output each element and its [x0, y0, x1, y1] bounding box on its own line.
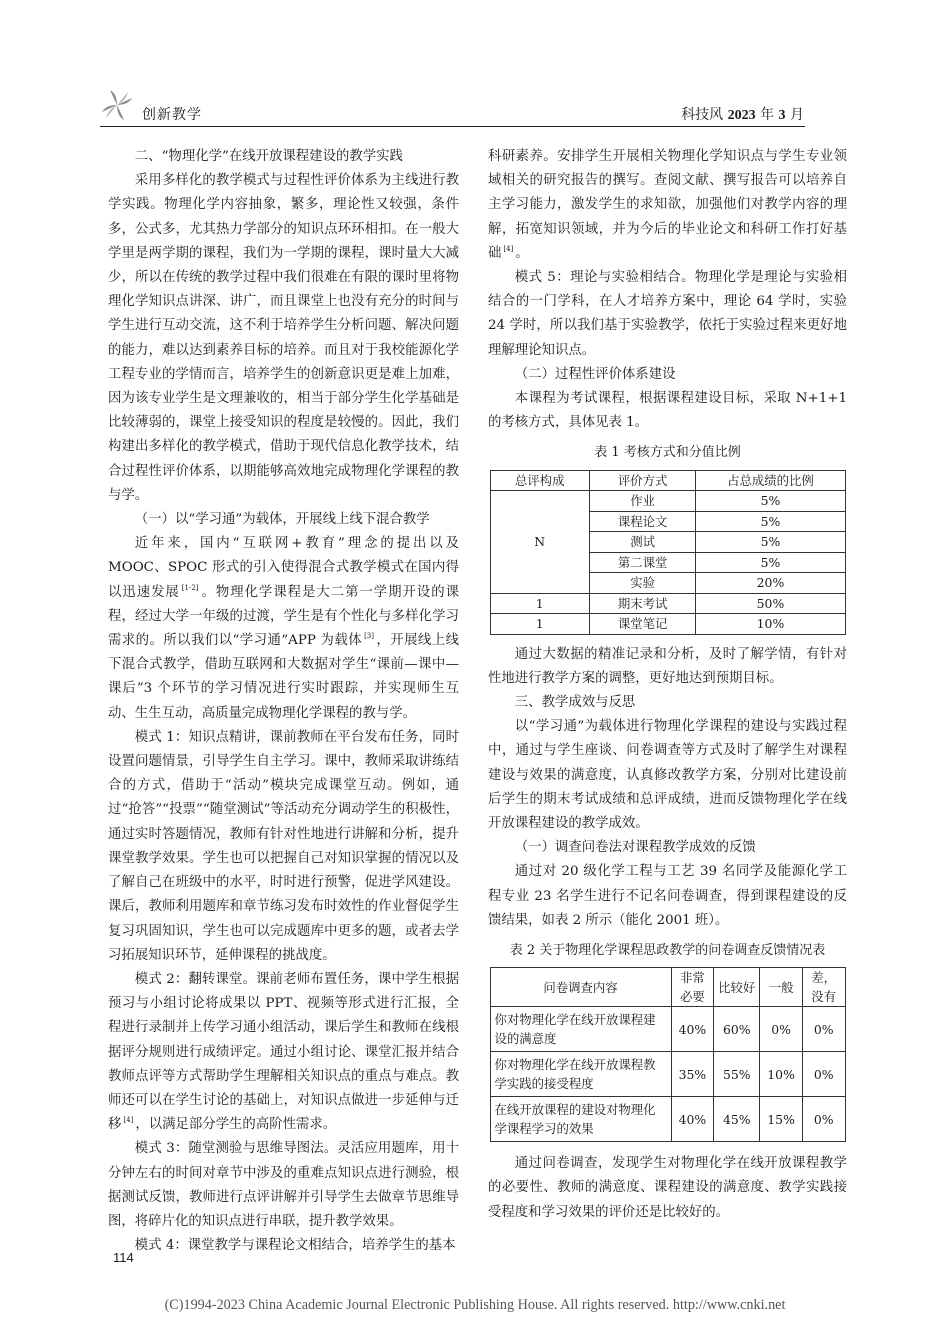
table-header: 总评构成	[490, 470, 589, 491]
section-title: 创新教学	[142, 107, 202, 123]
table-header: 问卷调查内容	[490, 968, 671, 1007]
table-cell: 你对物理化学在线开放课程建设的满意度	[490, 1007, 671, 1052]
table-header-row	[490, 470, 845, 491]
paragraph: 科研素养。安排学生开展相关物理化学知识点与学生专业领域相关的研究报告的撰写。查阅文献、撰写报告可以培养自主学习能力，激发学生的求知欲，加强他们对教学内容的理解，拓宽知识领域，并为今后的毕业论文和科研工作打好基础 [4] 。	[488, 149, 847, 261]
table-row	[490, 614, 845, 635]
subsection-heading: （二）过程性评价体系建设	[514, 366, 676, 382]
table-cell: 1	[490, 593, 589, 614]
table-row	[490, 593, 845, 614]
table-cell: 5%	[696, 511, 845, 532]
table-cell: 在线开放课程的建设对物理化学课程学习的效果	[490, 1097, 671, 1142]
table-cell: 15%	[760, 1097, 803, 1142]
section-heading: 二、“物理化学”在线开放课程建设的教学实践	[134, 149, 403, 164]
citation: [1-2]	[181, 583, 199, 592]
table-cell: 10%	[696, 614, 845, 635]
citation: [3]	[364, 632, 374, 641]
paragraph: 模式 1：知识点精讲，课前教师在平台发布任务，同时设置问题情景，引导学生自主学习。课中，教师采取讲练结合的方式，借助于“活动”模块完成课堂互动。例如，通过“抢答”“投票”“随堂测试”等活动充分调动学生的积极性，通过实时答题情况，教师有针对性地进行讲解和分析，提升课堂教学效果。学生也可以把握自己对知识掌握的情况以及了解自己在班级中的水平，时时进行预警，促进学风建设。课后，教师利用题库和章节练习发布时效性的作业督促学生复习巩固知识，学生也可以完成题库中更多的题，或者去学习拓展知识环节，延伸课程的挑战度。	[108, 729, 459, 963]
paragraph: 通过问卷调查，发现学生对物理化学在线开放课程教学的必要性、教师的满意度、课程建设的满意度、教学实践接受程度和学习效果的评价还是比较好的。	[488, 1156, 847, 1220]
table-cell: 期末考试	[589, 593, 696, 614]
journal-issue: 科技风 2023 年 3 月	[681, 107, 804, 123]
table-cell: 5%	[696, 552, 845, 573]
table-cell: 你对物理化学在线开放课程教学实践的接受程度	[490, 1052, 671, 1097]
subsection-heading: （一）以“学习通”为载体，开展线上线下混合教学	[134, 512, 430, 528]
table-cell: 20%	[696, 573, 845, 594]
table-cell: 第二课堂	[589, 552, 696, 573]
table-header-row	[490, 968, 845, 1007]
table-cell: 55%	[714, 1052, 760, 1097]
paragraph: 本课程为考试课程，根据课程建设目标，采取 N+1+1 的考核方式，具体见表 1。	[488, 391, 847, 431]
paragraph: 通过大数据的精准记录和分析，及时了解学情，有针对性地进行教学方案的调整，更好地达到预期目标。	[488, 646, 847, 686]
citation: [4]	[123, 1116, 134, 1125]
table-cell: N	[490, 491, 589, 594]
paragraph: 近年来，国内“互联网+教育”理念的提出以及 MOOC、SPOC 形式的引入使得混合式教学模式在国内得以迅速发展 [1-2] 。物理化学课程是大二第一学期开设的课程，经过大学一年级的过渡，学生是有个性化与多样化学习需求的。所以我们以“学习通”APP 为载体 [3] ，开展线上线下混合式教学，借助互联网和大数据对学生“课前—课中—课后”3 个环节的学习情况进行实时跟踪，并实现师生互动、生生互动，高质量完成物理化学课程的教与学。	[108, 536, 459, 721]
section-heading: 三、教学成效与反思	[514, 695, 636, 711]
journal-logo-icon	[100, 88, 134, 122]
table-cell: 0%	[760, 1007, 803, 1052]
table-cell: 1	[490, 614, 589, 635]
table-row	[490, 1097, 845, 1142]
table-cell: 0%	[802, 1007, 845, 1052]
left-column	[108, 145, 459, 1258]
subsection-heading: （一）调查问卷法对课程教学成效的反馈	[514, 840, 756, 856]
paragraph: 模式 3：随堂测验与思维导图法。灵活应用题库，用十分钟左右的时间对章节中涉及的重难点知识点进行测验，根据测试反馈，教师进行点评讲解并引导学生去做章节思维导图，将碎片化的知识点进行串联，提升教学效果。	[108, 1141, 459, 1229]
table-cell: 作业	[589, 491, 696, 512]
table-header: 占总成绩的比例	[696, 470, 845, 491]
table-row	[490, 1007, 845, 1052]
table2-caption: 表 2 关于物理化学课程思政教学的问卷调查反馈情况表	[509, 943, 826, 959]
table-header: 差，没有	[802, 968, 845, 1007]
paragraph: 采用多样化的教学模式与过程性评价体系为主线进行教学实践。物理化学内容抽象，繁多，理论性又较强，条件多，公式多，尤其热力学部分的知识点环环相扣。在一般大学里是两学期的课程，我们为一学期的课程，课时量大大减少，所以在传统的教学过程中我们很难在有限的课时里将物理化学知识点讲深、讲广，而且课堂上也没有充分的时间与学生进行互动交流，这不利于培养学生分析问题、解决问题的能力，难以达到素养目标的培养。而且对于我校能源化学工程专业的学情而言，培养学生的创新意识更是难上加难，因为该专业学生是文理兼收的，相当于部分学生化学基础是比较薄弱的，课堂上接受知识的程度是较慢的。因此，我们构建出多样化的教学模式，借助于现代信息化教学技术，结合过程性评价体系，以期能够高效地完成物理化学课程的教与学。	[108, 173, 459, 503]
table-cell: 45%	[714, 1097, 760, 1142]
table-cell: 50%	[696, 593, 845, 614]
paragraph: 模式 2：翻转课堂。课前老师布置任务，课中学生根据预习与小组讨论将成果以 PPT、视频等形式进行汇报，全程进行录制并上传学习通小组活动，课后学生和教师在线根据评分规则进行成绩评定。通过小组讨论、课堂汇报并结合教师点评等方式帮助学生理解相关知识点的重点与难点。教师还可以在学生讨论的基础上，对知识点做进一步延伸与迁移 [4] ，以满足部分学生的高阶性需求。	[108, 971, 459, 1133]
table-header: 评价方式	[589, 470, 696, 491]
table-cell: 课程论文	[589, 511, 696, 532]
table-cell: 40%	[671, 1007, 714, 1052]
table-cell: 60%	[714, 1007, 760, 1052]
table-cell: 5%	[696, 491, 845, 512]
table-cell: 40%	[671, 1097, 714, 1142]
paragraph: 以“学习通”为载体进行物理化学课程的建设与实践过程中，通过与学生座谈、问卷调查等方式及时了解学生对课程建设与效果的满意度，认真修改教学方案，分别对比建设前后学生的期末考试成绩和总评成绩，进而反馈物理化学在线开放课程建设的教学成效。	[488, 719, 847, 832]
table-cell: 0%	[802, 1097, 845, 1142]
table-cell: 实验	[589, 573, 696, 594]
table1-caption: 表 1 考核方式和分值比例	[594, 445, 741, 461]
page-number: 114	[113, 1250, 134, 1265]
paragraph: 模式 5：理论与实验相结合。物理化学是理论与实验相结合的一门学科，在人才培养方案中，理论 64 学时，实验 24 学时，所以我们基于实验教学，依托于实验过程来更好地理解理论知识点。	[488, 270, 847, 358]
table-cell: 10%	[760, 1052, 803, 1097]
header-rule	[100, 126, 805, 127]
table-row	[490, 491, 845, 512]
copyright-footer: (C)1994-2023 China Academic Journal Electronic Publishing House. All rights reserved. http://www.cnki.net	[164, 1297, 786, 1313]
table-cell: 课堂笔记	[589, 614, 696, 635]
table-cell: 35%	[671, 1052, 714, 1097]
right-column	[488, 145, 847, 1225]
table-header: 一般	[760, 968, 803, 1007]
paragraph: 模式 4：课堂教学与课程论文相结合，培养学生的基本	[134, 1238, 456, 1254]
table-header: 非常必要	[671, 968, 714, 1007]
citation: [4]	[503, 244, 514, 253]
table1	[490, 470, 846, 635]
table2	[490, 967, 846, 1142]
table-cell: 5%	[696, 532, 845, 553]
table-header: 比较好	[714, 968, 760, 1007]
table-row	[490, 1052, 845, 1097]
paragraph: 通过对 20 级化学工程与工艺 39 名同学及能源化学工程专业 23 名学生进行不记名问卷调查，得到课程建设的反馈结果，如表 2 所示（能化 2001 班）。	[488, 864, 847, 928]
table-cell: 测试	[589, 532, 696, 553]
table-cell: 0%	[802, 1052, 845, 1097]
